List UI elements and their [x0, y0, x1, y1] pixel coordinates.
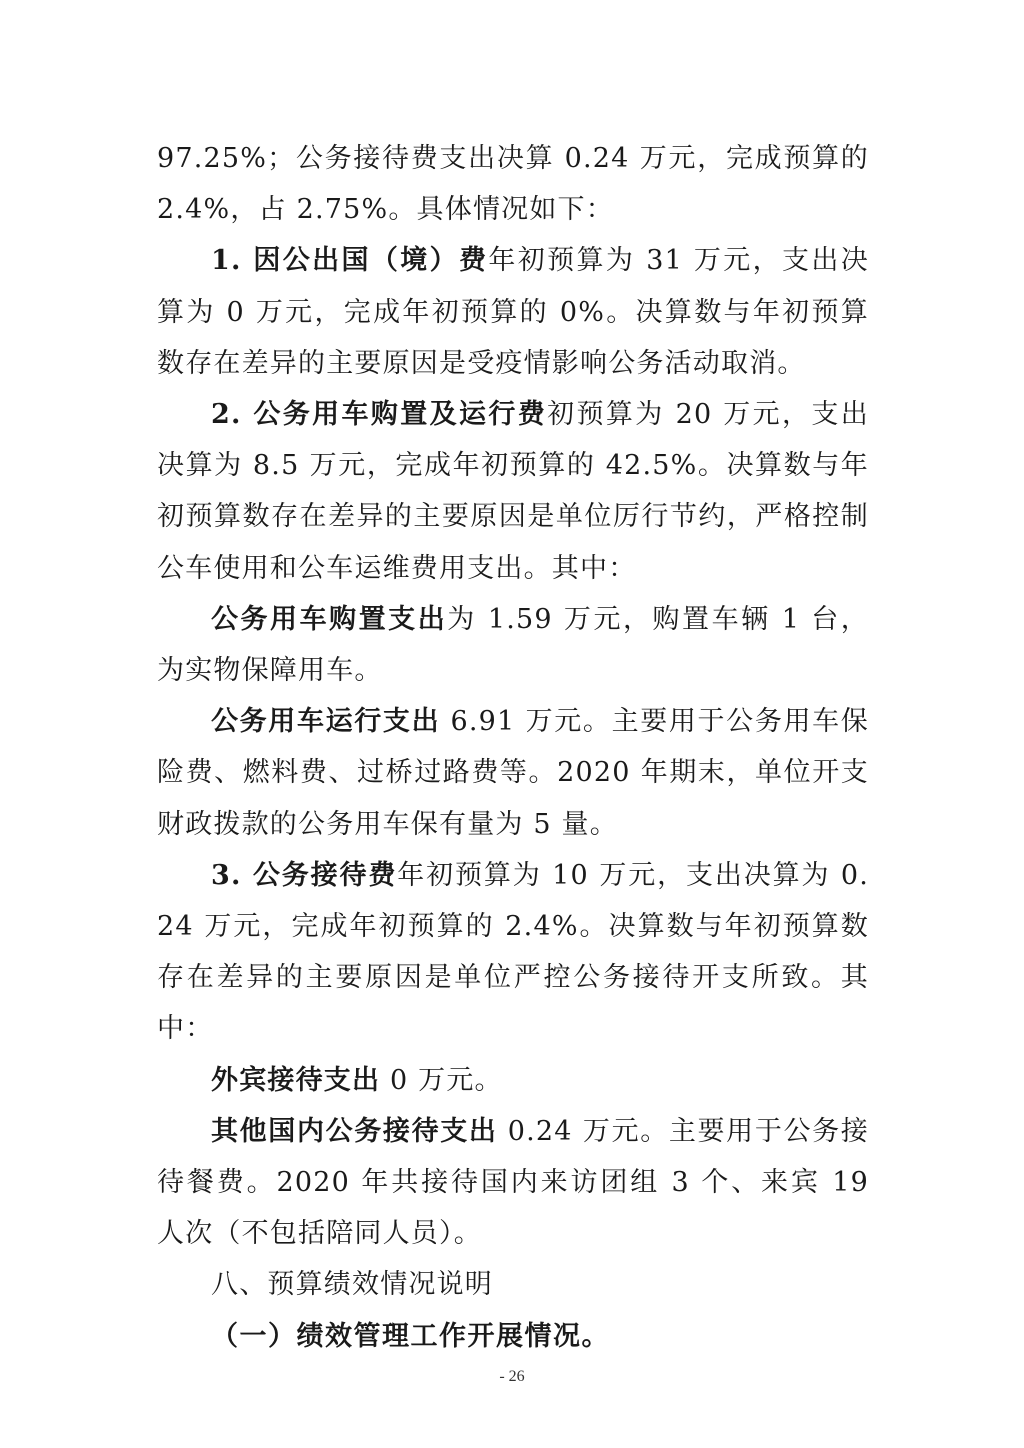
paragraph-text: 年初预算为 31 万元，支出决算为 0 万元，完成年初预算的 0%。决算数与年初预算数存在差异的主要原因是受疫情影响公务活动取消。: [157, 245, 869, 379]
paragraph-domestic-reception: [157, 1106, 869, 1260]
paragraph-lead-heading: 2. 公务用车购置及运行费: [211, 399, 548, 431]
paragraph-text: 为 1.59 万元，购置车辆 1 台，为实物保障用车。: [157, 603, 869, 687]
paragraph-foreign-reception: [157, 1055, 869, 1106]
paragraph-text: 0 万元。: [380, 1064, 503, 1096]
paragraph-text: 6.91 万元。主要用于公务用车保险费、燃料费、过桥过路费等。2020 年期末，单位开支财政拨款的公务用车保有量为 5 量。: [157, 706, 869, 840]
section-heading: 八、预算绩效情况说明: [211, 1269, 493, 1301]
paragraph-lead-heading: 公务用车购置支出: [211, 603, 448, 635]
page-number: - 26: [499, 1368, 525, 1385]
paragraph-lead-heading: 3. 公务接待费: [211, 859, 398, 891]
sub-section-heading: （一）绩效管理工作开展情况。: [211, 1320, 610, 1352]
paragraph-lead-heading: 外宾接待支出: [211, 1064, 381, 1096]
paragraph-overseas-travel: [157, 235, 869, 389]
paragraph-reception: [157, 850, 869, 1055]
paragraph-vehicle-purchase: [157, 594, 869, 696]
paragraph-text: 初预算为 20 万元，支出决算为 8.5 万元，完成年初预算的 42.5%。决算数与年初预算数存在差异的主要原因是单位厉行节约，严格控制公车使用和公车运维费用支出。其中：: [157, 399, 870, 584]
paragraph-summary: [157, 133, 869, 235]
paragraph-text: 年初预算为 10 万元，支出决算为 0.24 万元，完成年初预算的 2.4%。决算数与年初预算数存在差异的主要原因是单位严控公务接待开支所致。其中：: [157, 859, 869, 1045]
page-body: [157, 133, 869, 1362]
paragraph-text: 0.24 万元。主要用于公务接待餐费。2020 年共接待国内来访团组 3 个、来宾 19 人次（不包括陪同人员）。: [157, 1115, 869, 1250]
paragraph-lead-heading: 1. 因公出国（境）费: [211, 245, 489, 277]
paragraph-vehicle-operation: [157, 696, 869, 850]
paragraph-text: 97.25%；公务接待费支出决算 0.24 万元，完成预算的 2.4%，占 2.75%。具体情况如下：: [157, 143, 869, 226]
paragraph-lead-heading: 公务用车运行支出: [211, 706, 441, 738]
paragraph-official-vehicles: [157, 389, 869, 594]
paragraph-lead-heading: 其他国内公务接待支出: [211, 1115, 498, 1147]
